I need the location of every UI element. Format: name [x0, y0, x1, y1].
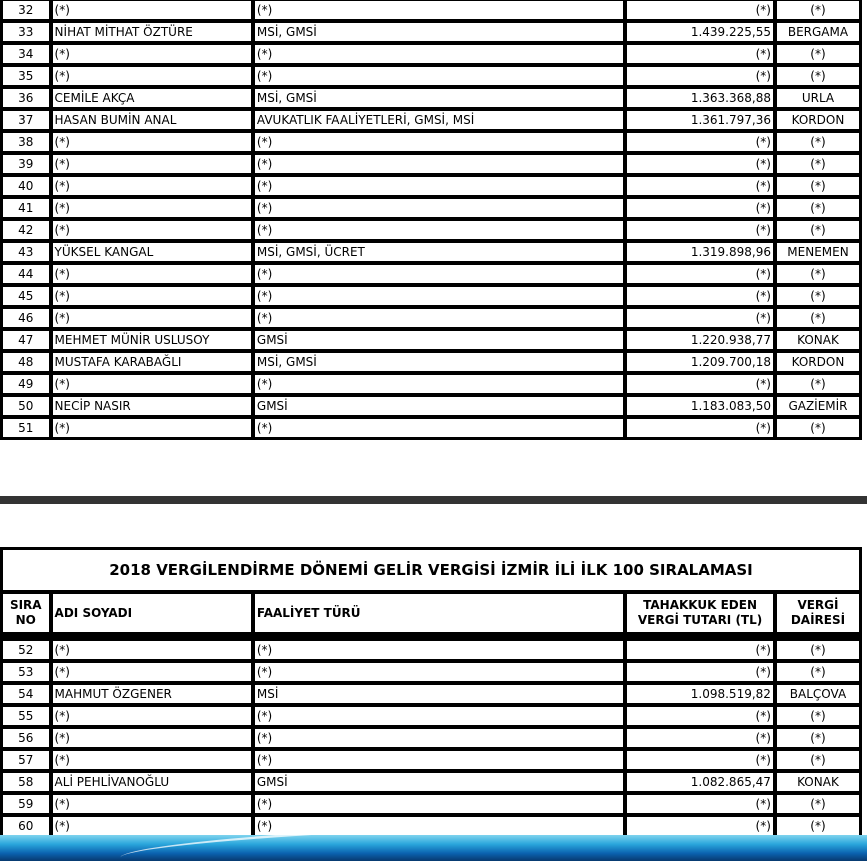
row-amount: (*)	[626, 198, 774, 218]
row-activity: GMSİ	[254, 330, 624, 350]
row-office: (*)	[776, 264, 860, 284]
table-row	[2, 418, 860, 438]
table-row	[2, 640, 860, 660]
header-vergi-dairesi-line2: DAİRESİ	[790, 613, 846, 627]
ranking-table-body-2	[2, 640, 860, 836]
row-name: (*)	[52, 154, 252, 174]
row-office: MENEMEN	[776, 242, 860, 262]
row-office: (*)	[776, 374, 860, 394]
row-activity: (*)	[254, 662, 624, 682]
row-office: BALÇOVA	[776, 684, 860, 704]
row-amount: (*)	[626, 0, 774, 20]
row-no: 51	[2, 418, 50, 438]
row-no: 42	[2, 220, 50, 240]
row-no: 39	[2, 154, 50, 174]
row-amount: 1.220.938,77	[626, 330, 774, 350]
header-separator	[2, 635, 860, 638]
row-office: (*)	[776, 418, 860, 438]
table-row	[2, 132, 860, 152]
row-amount: (*)	[626, 132, 774, 152]
row-office: (*)	[776, 154, 860, 174]
table-row	[2, 374, 860, 394]
row-name: (*)	[52, 816, 252, 836]
row-office: (*)	[776, 816, 860, 836]
row-no: 36	[2, 88, 50, 108]
row-office: KONAK	[776, 330, 860, 350]
row-name: (*)	[52, 662, 252, 682]
header-vergi-tutari-line1: TAHAKKUK EDEN	[643, 598, 757, 612]
row-name: (*)	[52, 418, 252, 438]
row-activity: (*)	[254, 728, 624, 748]
row-activity: GMSİ	[254, 772, 624, 792]
row-name: (*)	[52, 374, 252, 394]
row-activity: (*)	[254, 640, 624, 660]
row-no: 49	[2, 374, 50, 394]
row-no: 47	[2, 330, 50, 350]
row-amount: (*)	[626, 66, 774, 86]
row-office: (*)	[776, 794, 860, 814]
header-vergi-tutari-line2: VERGİ TUTARI (TL)	[637, 613, 763, 627]
row-no: 54	[2, 684, 50, 704]
table-row	[2, 264, 860, 284]
header-faaliyet-turu: FAALİYET TÜRÜ	[254, 593, 624, 633]
row-amount: (*)	[626, 794, 774, 814]
row-amount: 1.209.700,18	[626, 352, 774, 372]
row-office: (*)	[776, 0, 860, 20]
row-amount: 1.363.368,88	[626, 88, 774, 108]
row-amount: (*)	[626, 418, 774, 438]
row-name: (*)	[52, 220, 252, 240]
table-row	[2, 0, 860, 20]
row-no: 37	[2, 110, 50, 130]
row-name: ALİ PEHLİVANOĞLU	[52, 772, 252, 792]
row-no: 59	[2, 794, 50, 814]
row-no: 41	[2, 198, 50, 218]
table-row	[2, 286, 860, 306]
row-name: (*)	[52, 198, 252, 218]
row-name: YÜKSEL KANGAL	[52, 242, 252, 262]
row-amount: 1.183.083,50	[626, 396, 774, 416]
row-name: (*)	[52, 750, 252, 770]
row-activity: (*)	[254, 66, 624, 86]
table-row	[2, 662, 860, 682]
table-row	[2, 816, 860, 836]
row-activity: (*)	[254, 750, 624, 770]
row-amount: 1.439.225,55	[626, 22, 774, 42]
row-name: MEHMET MÜNİR USLUSOY	[52, 330, 252, 350]
row-office: (*)	[776, 728, 860, 748]
table-row	[2, 176, 860, 196]
row-activity: (*)	[254, 176, 624, 196]
row-no: 46	[2, 308, 50, 328]
row-name: (*)	[52, 132, 252, 152]
row-activity: GMSİ	[254, 396, 624, 416]
row-activity: (*)	[254, 308, 624, 328]
row-name: NİHAT MİTHAT ÖZTÜRE	[52, 22, 252, 42]
table-row	[2, 728, 860, 748]
row-office: (*)	[776, 220, 860, 240]
row-office: GAZİEMİR	[776, 396, 860, 416]
row-name: MUSTAFA KARABAĞLI	[52, 352, 252, 372]
row-name: (*)	[52, 706, 252, 726]
table-row	[2, 154, 860, 174]
row-amount: (*)	[626, 220, 774, 240]
table-row	[2, 66, 860, 86]
row-no: 56	[2, 728, 50, 748]
row-name: (*)	[52, 640, 252, 660]
row-office: (*)	[776, 66, 860, 86]
row-amount: (*)	[626, 750, 774, 770]
row-amount: 1.319.898,96	[626, 242, 774, 262]
row-office: (*)	[776, 132, 860, 152]
row-amount: (*)	[626, 374, 774, 394]
row-activity: (*)	[254, 286, 624, 306]
row-no: 55	[2, 706, 50, 726]
row-office: (*)	[776, 750, 860, 770]
row-amount: (*)	[626, 816, 774, 836]
row-name: (*)	[52, 44, 252, 64]
header-sira-no	[2, 593, 50, 633]
header-vergi-tutari	[626, 593, 774, 633]
header-adi-soyadi: ADI SOYADI	[52, 593, 252, 633]
row-activity: MSİ, GMSİ	[254, 88, 624, 108]
row-office: KORDON	[776, 110, 860, 130]
row-amount: (*)	[626, 286, 774, 306]
table-row	[2, 88, 860, 108]
row-name: CEMİLE AKÇA	[52, 88, 252, 108]
row-no: 58	[2, 772, 50, 792]
header-sira-no-line1: SIRA	[9, 598, 42, 612]
row-office: BERGAMA	[776, 22, 860, 42]
row-no: 50	[2, 396, 50, 416]
table-row	[2, 794, 860, 814]
table-header-row	[2, 593, 860, 633]
row-activity: (*)	[254, 154, 624, 174]
row-activity: (*)	[254, 794, 624, 814]
row-activity: (*)	[254, 132, 624, 152]
table-row	[2, 352, 860, 372]
row-no: 33	[2, 22, 50, 42]
footer-decoration-bar	[0, 835, 867, 861]
row-no: 40	[2, 176, 50, 196]
row-name: (*)	[52, 794, 252, 814]
table-row	[2, 706, 860, 726]
row-amount: (*)	[626, 154, 774, 174]
row-office: (*)	[776, 176, 860, 196]
row-name: (*)	[52, 0, 252, 20]
row-office: (*)	[776, 198, 860, 218]
row-activity: MSİ, GMSİ	[254, 352, 624, 372]
row-office: (*)	[776, 640, 860, 660]
table-row	[2, 220, 860, 240]
row-no: 34	[2, 44, 50, 64]
row-no: 48	[2, 352, 50, 372]
row-activity: (*)	[254, 374, 624, 394]
row-amount: (*)	[626, 308, 774, 328]
row-no: 44	[2, 264, 50, 284]
table-row	[2, 44, 860, 64]
row-name: NECİP NASIR	[52, 396, 252, 416]
page-separator-band	[0, 496, 867, 504]
row-activity: (*)	[254, 706, 624, 726]
row-no: 52	[2, 640, 50, 660]
row-activity: (*)	[254, 198, 624, 218]
row-office: (*)	[776, 308, 860, 328]
row-name: (*)	[52, 66, 252, 86]
table-row	[2, 308, 860, 328]
row-office: URLA	[776, 88, 860, 108]
row-name: (*)	[52, 176, 252, 196]
ranking-table-part-2	[0, 547, 862, 838]
table-row	[2, 110, 860, 130]
row-amount: 1.098.519,82	[626, 684, 774, 704]
row-name: MAHMUT ÖZGENER	[52, 684, 252, 704]
row-amount: (*)	[626, 640, 774, 660]
row-no: 35	[2, 66, 50, 86]
row-no: 53	[2, 662, 50, 682]
row-activity: (*)	[254, 418, 624, 438]
table-row	[2, 242, 860, 262]
table-row	[2, 396, 860, 416]
table-row	[2, 772, 860, 792]
row-no: 38	[2, 132, 50, 152]
header-sira-no-line2: NO	[15, 613, 36, 627]
row-activity: MSİ, GMSİ	[254, 22, 624, 42]
header-vergi-dairesi	[776, 593, 860, 633]
row-activity: (*)	[254, 44, 624, 64]
row-office: (*)	[776, 706, 860, 726]
row-activity: MSİ, GMSİ, ÜCRET	[254, 242, 624, 262]
row-no: 32	[2, 0, 50, 20]
row-office: KONAK	[776, 772, 860, 792]
row-no: 43	[2, 242, 50, 262]
row-activity: AVUKATLIK FAALİYETLERİ, GMSİ, MSİ	[254, 110, 624, 130]
row-name: (*)	[52, 286, 252, 306]
row-amount: (*)	[626, 176, 774, 196]
row-office: (*)	[776, 286, 860, 306]
row-activity: (*)	[254, 0, 624, 20]
row-activity: (*)	[254, 220, 624, 240]
footer-swoosh	[119, 835, 867, 861]
row-amount: (*)	[626, 44, 774, 64]
row-name: (*)	[52, 264, 252, 284]
row-amount: 1.361.797,36	[626, 110, 774, 130]
row-no: 60	[2, 816, 50, 836]
row-office: (*)	[776, 662, 860, 682]
table-row	[2, 750, 860, 770]
row-amount: (*)	[626, 706, 774, 726]
row-activity: (*)	[254, 264, 624, 284]
header-vergi-dairesi-line1: VERGİ	[797, 598, 839, 612]
ranking-table-body	[2, 0, 860, 438]
row-office: (*)	[776, 44, 860, 64]
row-name: HASAN BUMİN ANAL	[52, 110, 252, 130]
row-amount: (*)	[626, 264, 774, 284]
row-activity: MSİ	[254, 684, 624, 704]
row-no: 57	[2, 750, 50, 770]
table-row	[2, 330, 860, 350]
row-amount: (*)	[626, 662, 774, 682]
table-title: 2018 VERGİLENDİRME DÖNEMİ GELİR VERGİSİ İZMİR İLİ İLK 100 SIRALAMASI	[2, 549, 860, 591]
table-row	[2, 22, 860, 42]
table-row	[2, 684, 860, 704]
row-activity: (*)	[254, 816, 624, 836]
row-office: KORDON	[776, 352, 860, 372]
table-row	[2, 198, 860, 218]
row-no: 45	[2, 286, 50, 306]
row-amount: 1.082.865,47	[626, 772, 774, 792]
row-name: (*)	[52, 308, 252, 328]
row-name: (*)	[52, 728, 252, 748]
row-amount: (*)	[626, 728, 774, 748]
